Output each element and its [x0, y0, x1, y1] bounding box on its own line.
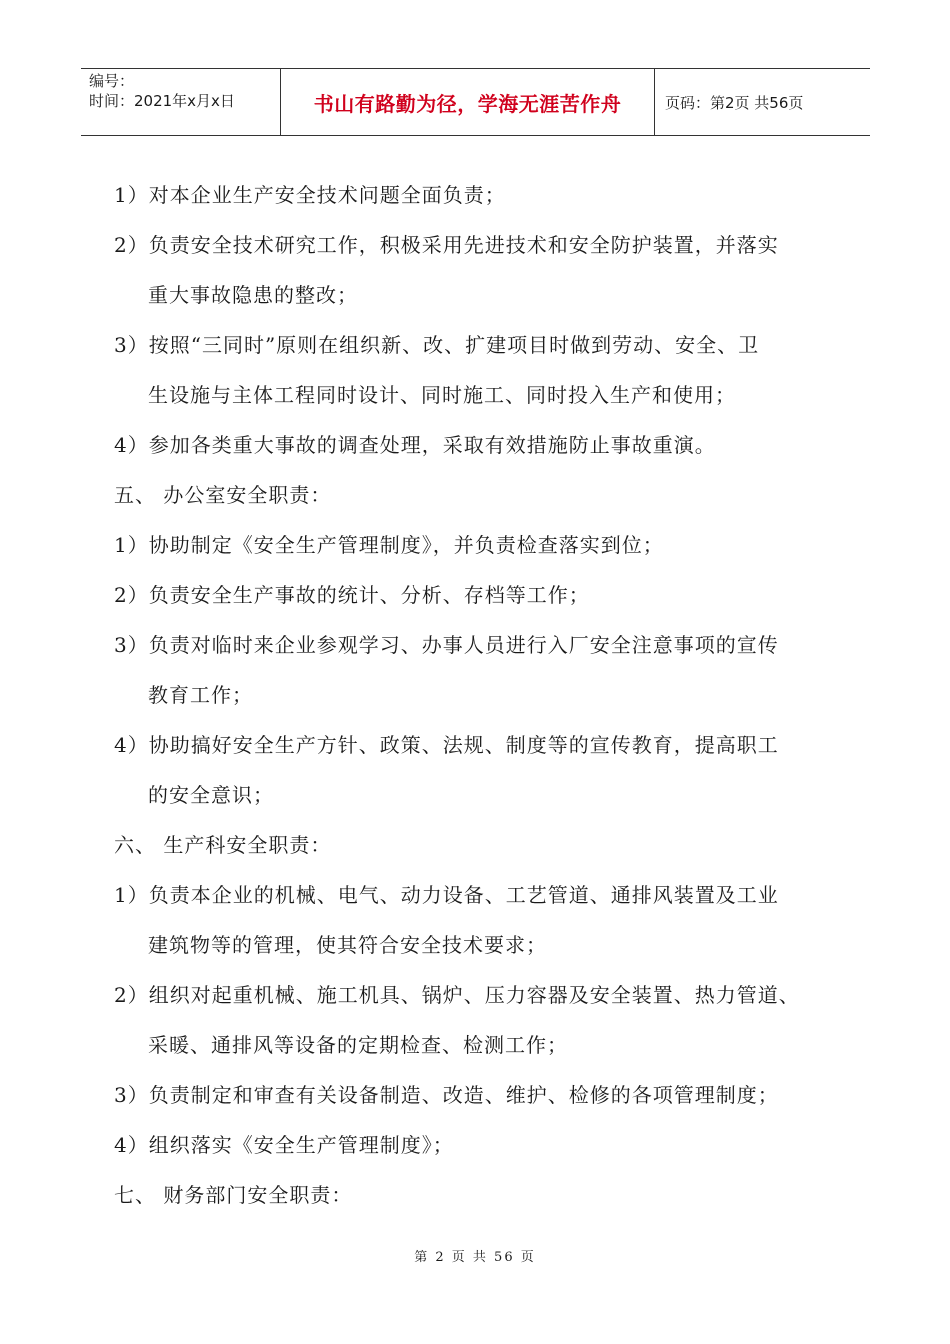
paragraph-line: 4）组织落实《安全生产管理制度》； — [114, 1133, 454, 1157]
paragraph-line: 3）按照“三同时”原则在组织新、改、扩建项目时做到劳动、安全、卫 — [114, 333, 760, 357]
paragraph-line: 2）负责安全技术研究工作，积极采用先进技术和安全防护装置，并落实 — [114, 233, 779, 257]
paragraph-line: 2）组织对起重机械、施工机具、锅炉、压力容器及安全装置、热力管道、 — [114, 983, 800, 1007]
document-body — [114, 170, 854, 1220]
paragraph-continuation-line: 生设施与主体工程同时设计、同时施工、同时投入生产和使用； — [148, 383, 736, 407]
paragraph-continuation-line: 建筑物等的管理，使其符合安全技术要求； — [148, 933, 547, 957]
paragraph-continuation-line: 重大事故隐患的整改； — [148, 283, 358, 307]
paragraph-line: 1）负责本企业的机械、电气、动力设备、工艺管道、通排风装置及工业 — [114, 883, 779, 907]
header-page-info: 页码：第2页 共56页 — [665, 93, 804, 112]
page-header — [81, 68, 870, 136]
paragraph-continuation-line: 教育工作； — [148, 683, 253, 707]
paragraph-line: 3）负责制定和审查有关设备制造、改造、维护、检修的各项管理制度； — [114, 1083, 779, 1107]
paragraph-continuation-line: 采暖、通排风等设备的定期检查、检测工作； — [148, 1033, 568, 1057]
paragraph-line: 3）负责对临时来企业参观学习、办事人员进行入厂安全注意事项的宣传 — [114, 633, 779, 657]
paragraph-continuation-line: 的安全意识； — [148, 783, 274, 807]
paragraph-line: 1）对本企业生产安全技术问题全面负责； — [114, 183, 506, 207]
paragraph-line: 1）协助制定《安全生产管理制度》，并负责检查落实到位； — [114, 533, 664, 557]
header-page-cell — [655, 69, 870, 135]
paragraph-line: 五、 办公室安全职责： — [114, 483, 332, 507]
paragraph-line: 2）负责安全生产事故的统计、分析、存档等工作； — [114, 583, 590, 607]
paragraph-line: 4）协助搞好安全生产方针、政策、法规、制度等的宣传教育，提高职工 — [114, 733, 779, 757]
header-meta-cell — [81, 69, 281, 135]
paragraph-line: 4）参加各类重大事故的调查处理，采取有效措施防止事故重演。 — [114, 433, 716, 457]
paragraph-line: 六、 生产科安全职责： — [114, 833, 332, 857]
paragraph-line: 七、 财务部门安全职责： — [114, 1183, 353, 1207]
header-motto-cell — [281, 69, 655, 135]
document-date-label: 时间：2021年x月x日 — [89, 92, 235, 110]
document-number-label: 编号： — [89, 72, 135, 90]
footer-page-number: 第 2 页 共 56 页 — [414, 1250, 536, 1265]
header-motto: 书山有路勤为径，学海无涯苦作舟 — [313, 91, 622, 116]
page-footer — [0, 1246, 950, 1265]
